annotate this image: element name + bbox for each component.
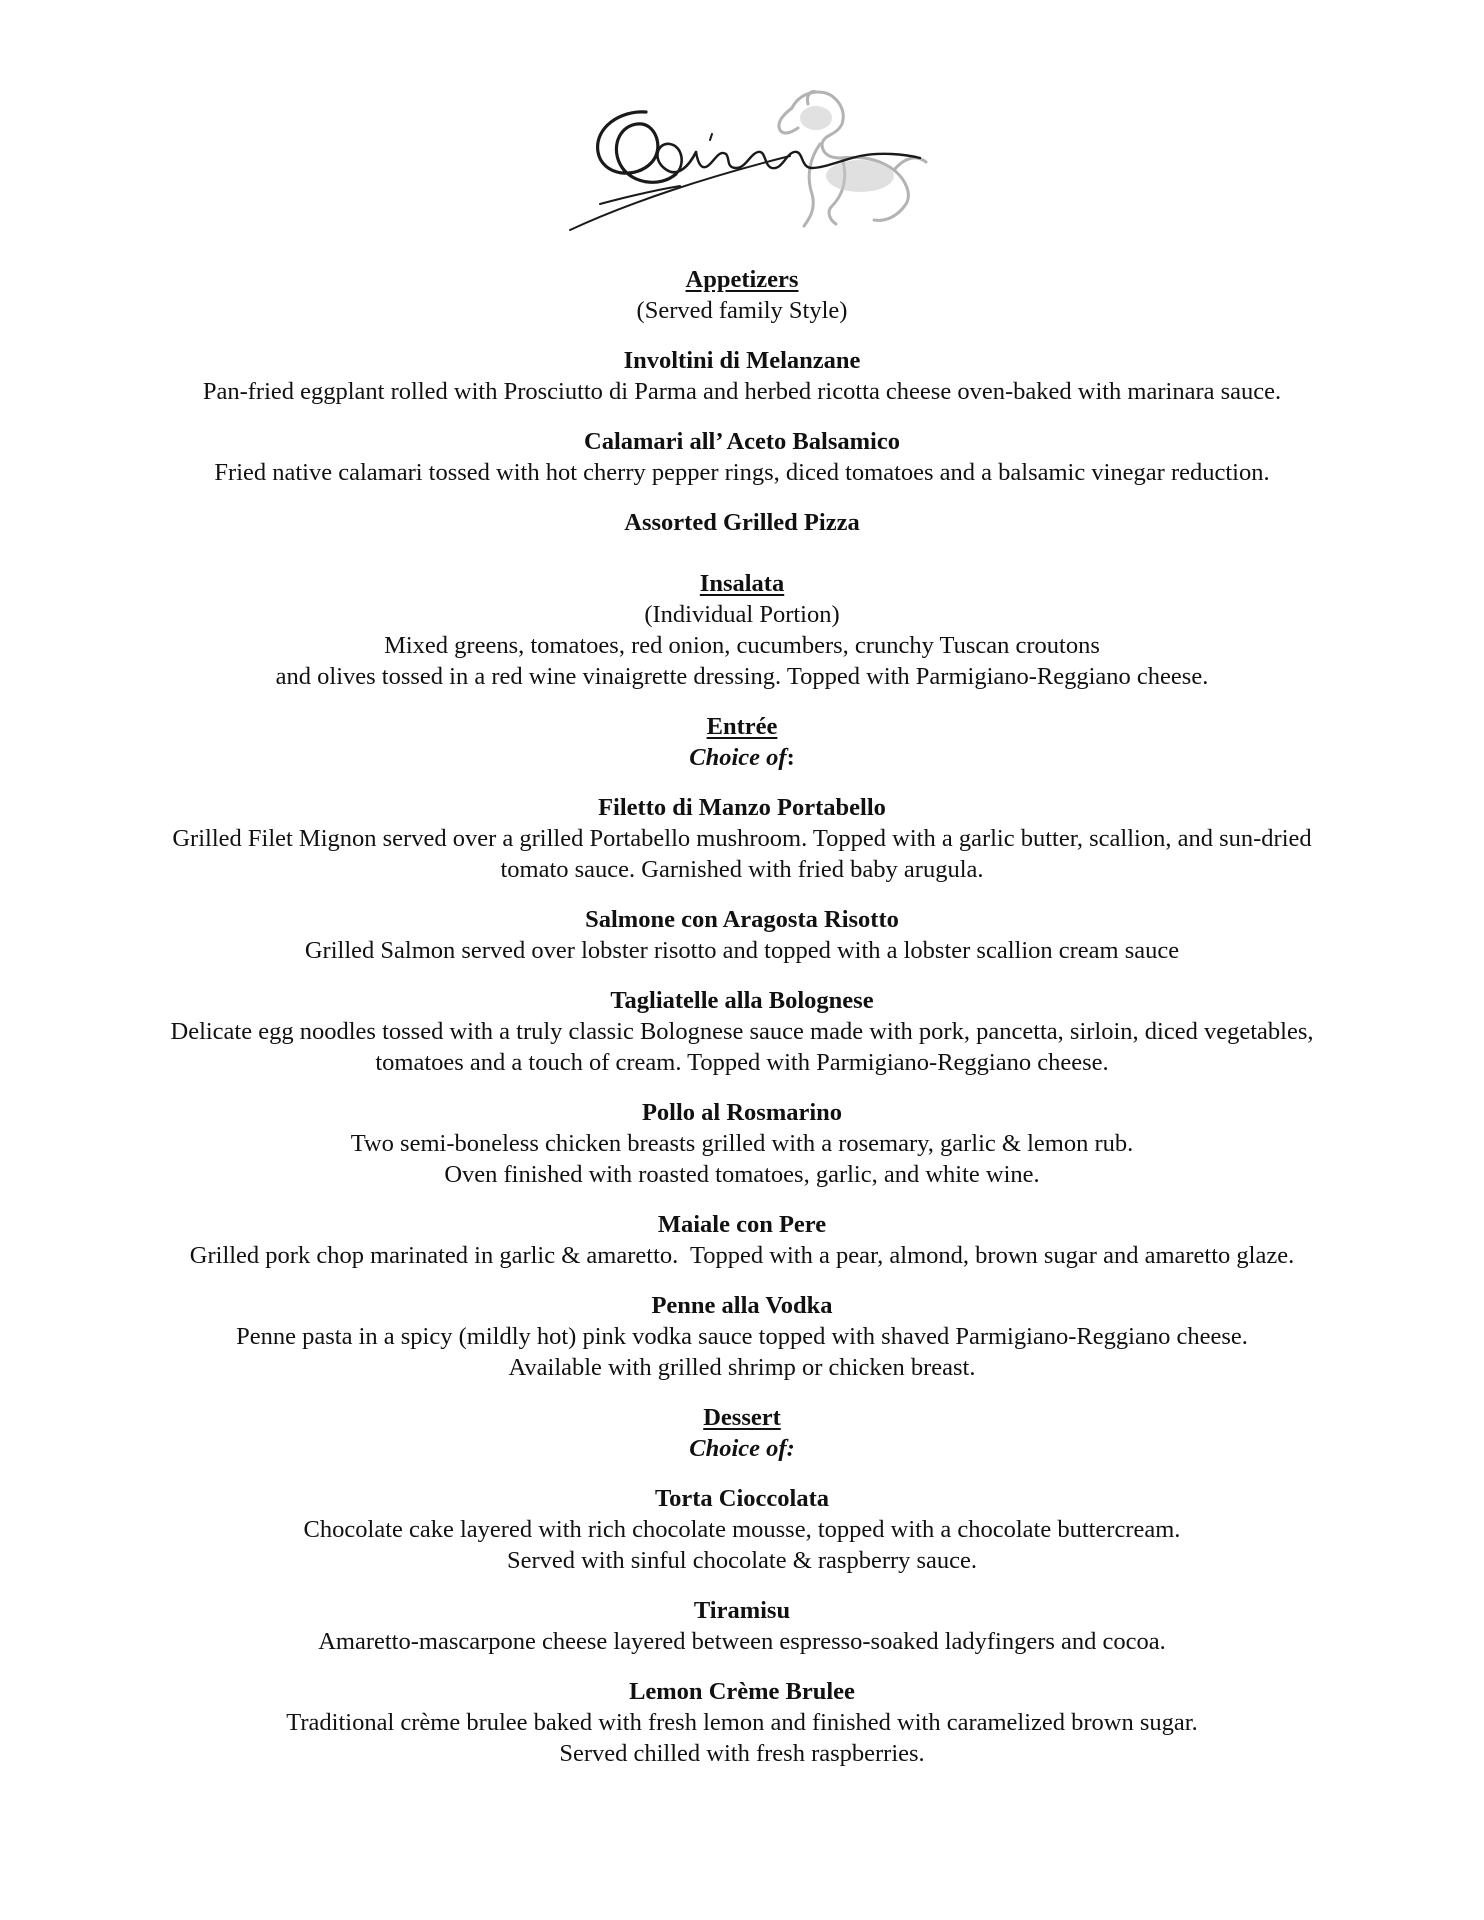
menu-item-name: Tiramisu: [693, 1597, 791, 1624]
entree-subtitle-colon: :: [786, 744, 795, 771]
menu-item-name: Assorted Grilled Pizza: [624, 509, 860, 536]
menu-item-desc: Penne pasta in a spicy (mildly hot) pink vodka sauce topped with shaved Parmigiano-Reggiano cheese.: [236, 1323, 1248, 1350]
entree-subtitle: [60, 742, 1424, 773]
appetizers-title: Appetizers: [685, 266, 799, 293]
entree-title: Entrée: [706, 713, 778, 740]
menu-item-name: Pollo al Rosmarino: [641, 1099, 843, 1126]
dessert-subtitle: Choice of:: [689, 1435, 795, 1462]
menu-item-name: Torta Cioccolata: [655, 1485, 829, 1512]
menu-item-desc: Traditional crème brulee baked with fresh lemon and finished with caramelized brown sugar.: [286, 1709, 1198, 1736]
menu-item-desc: Delicate egg noodles tossed with a truly classic Bolognese sauce made with pork, pancetta, sirloin, diced vegetables,: [170, 1018, 1314, 1045]
insalata-title: Insalata: [699, 570, 785, 597]
menu-item-desc: Oven finished with roasted tomatoes, garlic, and white wine.: [444, 1161, 1040, 1188]
menu-item-desc: Fried native calamari tossed with hot cherry pepper rings, diced tomatoes and a balsamic vinegar reduction.: [214, 459, 1270, 486]
insalata-desc: and olives tossed in a red wine vinaigrette dressing. Topped with Parmigiano-Reggiano cheese.: [275, 663, 1209, 690]
appetizers-subtitle: (Served family Style): [636, 297, 848, 324]
insalata-desc: Mixed greens, tomatoes, red onion, cucumbers, crunchy Tuscan croutons: [384, 632, 1100, 659]
menu-item-desc: Amaretto-mascarpone cheese layered between espresso-soaked ladyfingers and cocoa.: [318, 1628, 1166, 1655]
menu-item-name: Maiale con Pere: [657, 1211, 827, 1238]
menu-item-name: Salmone con Aragosta Risotto: [585, 906, 899, 933]
menu-item-name: Tagliatelle alla Bolognese: [610, 987, 874, 1014]
menu-item-desc: Chocolate cake layered with rich chocolate mousse, topped with a chocolate buttercream.: [303, 1516, 1181, 1543]
siena-logo: [560, 84, 940, 246]
menu-item-name: Lemon Crème Brulee: [629, 1678, 855, 1705]
menu-item-desc: Two semi-boneless chicken breasts grilled with a rosemary, garlic & lemon rub.: [350, 1130, 1134, 1157]
menu-item-name: Filetto di Manzo Portabello: [598, 794, 886, 821]
menu-item-desc: Grilled Filet Mignon served over a grilled Portabello mushroom. Topped with a garlic butter, scallion, and sun-dried: [172, 825, 1312, 852]
menu-item-desc: Pan-fried eggplant rolled with Prosciutto di Parma and herbed ricotta cheese oven-baked with marinara sauce.: [202, 378, 1282, 405]
menu-item-name: Involtini di Melanzane: [623, 347, 861, 374]
dessert-title: Dessert: [703, 1404, 781, 1431]
menu-item-desc: Available with grilled shrimp or chicken breast.: [508, 1354, 976, 1381]
menu-item-desc: tomato sauce. Garnished with fried baby arugula.: [500, 856, 984, 883]
menu-item-desc: Grilled pork chop marinated in garlic & amaretto. Topped with a pear, almond, brown sugar and amaretto glaze.: [189, 1242, 1295, 1269]
entree-subtitle-italic: Choice of: [689, 744, 787, 771]
menu-item-desc: Grilled Salmon served over lobster risotto and topped with a lobster scallion cream sauce: [304, 937, 1180, 964]
menu-item-desc: Served with sinful chocolate & raspberry sauce.: [506, 1547, 978, 1574]
menu-item-name: Calamari all’ Aceto Balsamico: [584, 428, 900, 455]
menu-item-desc: Served chilled with fresh raspberries.: [559, 1740, 925, 1767]
menu-content: [60, 264, 1424, 1769]
insalata-subtitle: (Individual Portion): [644, 601, 840, 628]
menu-item-desc: tomatoes and a touch of cream. Topped with Parmigiano-Reggiano cheese.: [375, 1049, 1109, 1076]
menu-item-name: Penne alla Vodka: [651, 1292, 833, 1319]
